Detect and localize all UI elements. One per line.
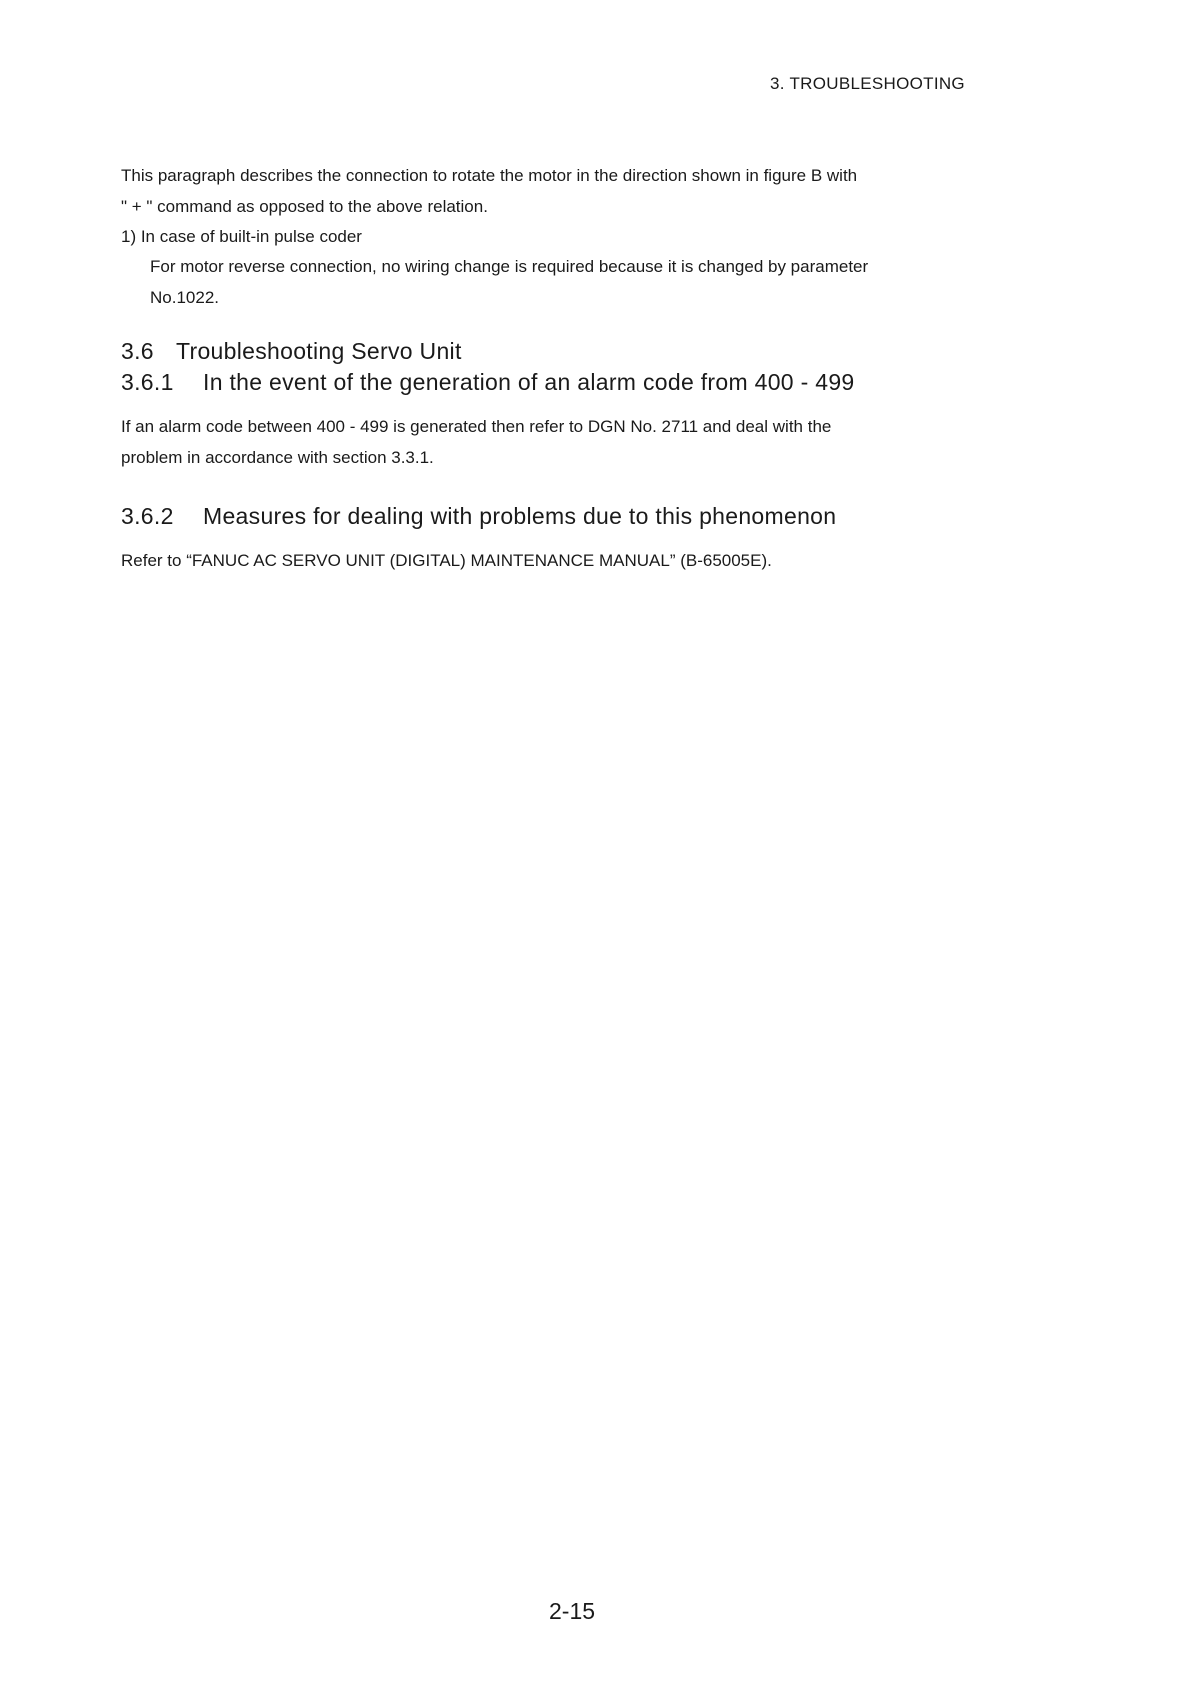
section-3-6-title: Troubleshooting Servo Unit: [176, 338, 462, 364]
list-item-1-line-2: No.1022.: [150, 288, 219, 307]
list-item-1-line-1: For motor reverse connection, no wiring change is required because it is changed by parameter: [150, 257, 869, 276]
intro-line-2: " + " command as opposed to the above relation.: [121, 197, 488, 216]
section-3-6-1-line-2: problem in accordance with section 3.3.1.: [121, 448, 434, 467]
page-content: [121, 160, 1011, 576]
intro-paragraph: [121, 160, 1011, 222]
section-3-6-2-number: 3.6.2: [121, 503, 174, 529]
section-3-6-1-line-1: If an alarm code between 400 - 499 is generated then refer to DGN No. 2711 and deal with the: [121, 417, 832, 436]
section-3-6-1-number: 3.6.1: [121, 369, 174, 395]
section-3-6-1-heading: [121, 367, 1011, 397]
section-3-6-2-heading: [121, 501, 1011, 531]
intro-line-1: This paragraph describes the connection to rotate the motor in the direction shown in figure B with: [121, 166, 858, 185]
page-number: 2-15: [549, 1598, 596, 1624]
running-header: 3. TROUBLESHOOTING: [770, 74, 965, 93]
section-3-6-1-paragraph: [121, 411, 1011, 473]
section-3-6-1-title: In the event of the generation of an alarm code from 400 - 499: [203, 369, 855, 395]
section-3-6-2-paragraph: Refer to “FANUC AC SERVO UNIT (DIGITAL) MAINTENANCE MANUAL” (B-65005E).: [121, 551, 772, 570]
list-item-1-text: [150, 251, 1011, 313]
section-3-6-2-title: Measures for dealing with problems due to this phenomenon: [203, 503, 837, 529]
section-3-6-number: 3.6: [121, 338, 154, 364]
section-3-6-heading: [121, 337, 1011, 365]
list-item-1-label: 1) In case of built-in pulse coder: [121, 227, 362, 246]
